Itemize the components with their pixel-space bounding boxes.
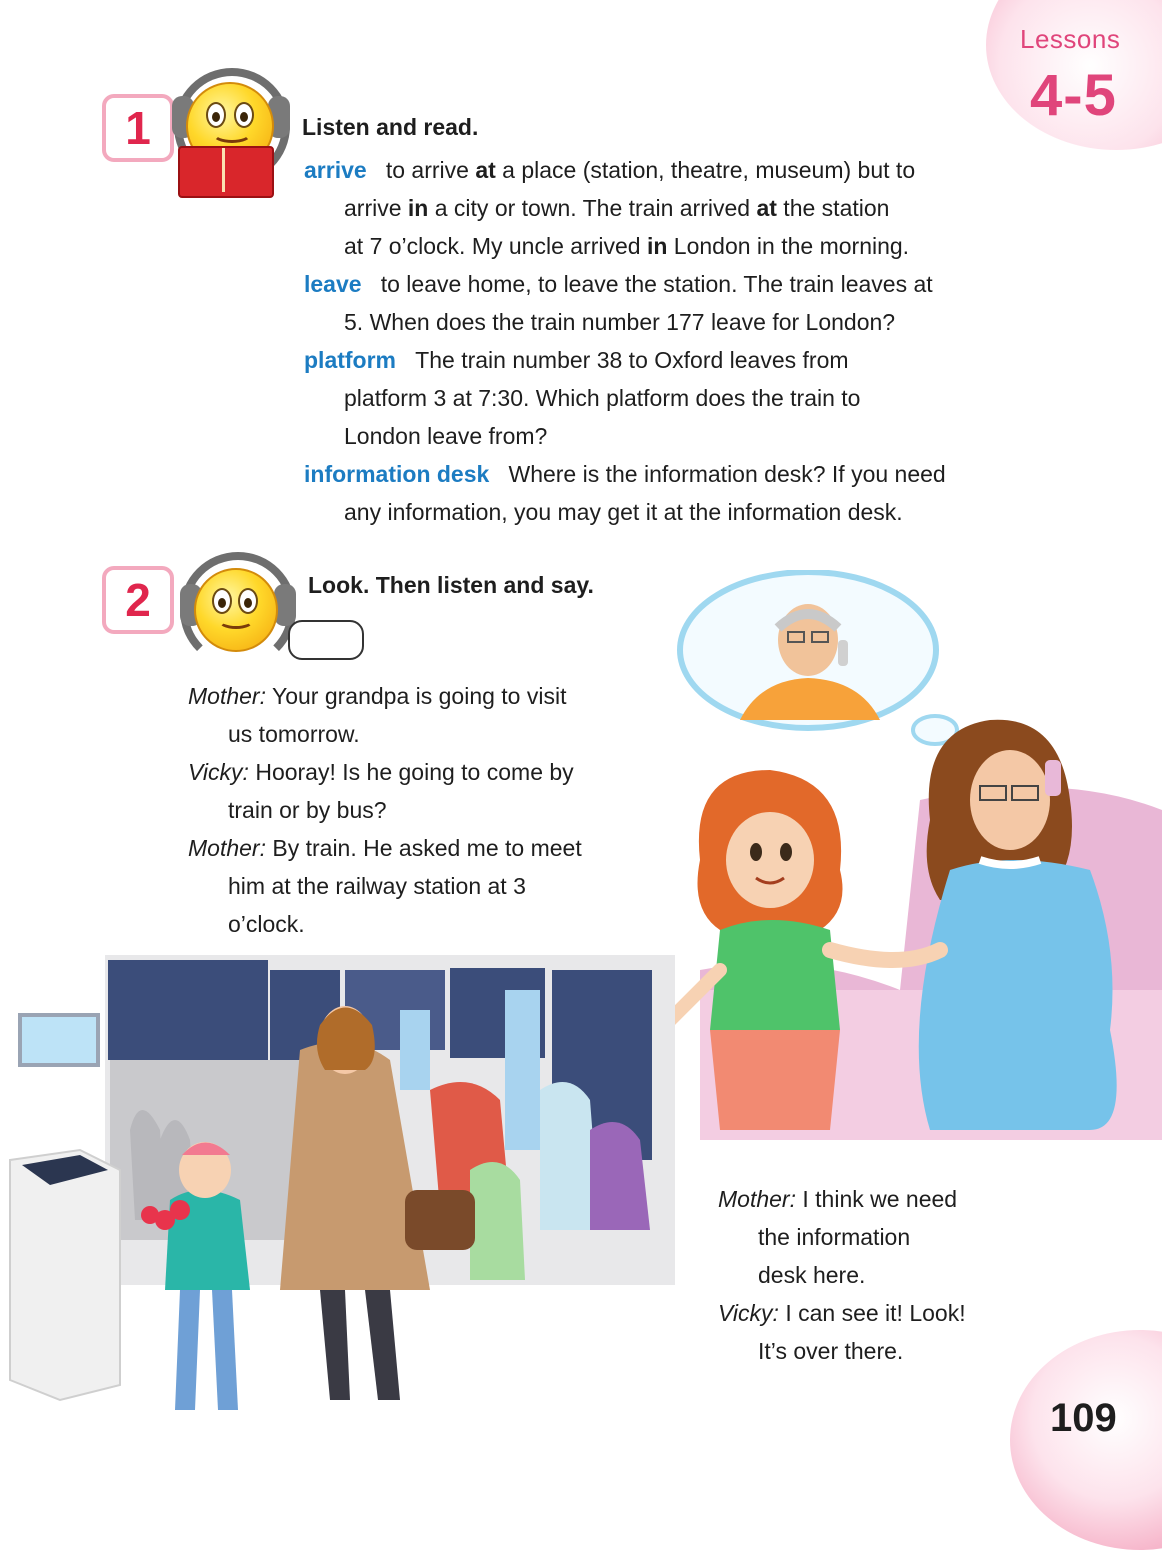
exercise-1-instruction: Listen and read. bbox=[302, 114, 479, 140]
dialogue-bottom bbox=[718, 1180, 966, 1370]
exercise-2-instruction: Look. Then listen and say. bbox=[308, 572, 594, 598]
exercise-2-number: 2 bbox=[102, 566, 174, 634]
mother-on-phone bbox=[919, 720, 1117, 1130]
vocab-entry-arrive: arrive to arrive at a place (station, theatre, museum) but to arrive in a city or town. The train arrived at the station at 7 o’clock. My uncle arrived in London in the morning. bbox=[304, 157, 916, 259]
page-number: 109 bbox=[1050, 1396, 1117, 1440]
lessons-range: 4-5 bbox=[1030, 63, 1117, 128]
vocab-term: arrive bbox=[304, 157, 367, 183]
dialogue-line-vicky-2: Vicky: I can see it! Look! It’s over there. bbox=[718, 1300, 966, 1364]
vocab-term: leave bbox=[304, 271, 362, 297]
vocab-entry-information-desk: information desk Where is the information desk? If you need any information, you may get it at the information desk. bbox=[304, 461, 946, 525]
dialogue-line-mother-3: Mother: I think we need the information desk here. bbox=[718, 1186, 958, 1288]
dialogue-line-mother-1: Mother: Your grandpa is going to visit us tomorrow. bbox=[188, 683, 567, 747]
thought-bubble-grandpa bbox=[680, 572, 957, 744]
dialogue-line-mother-2: Mother: By train. He asked me to meet him at the railway station at 3 o’clock. bbox=[188, 835, 582, 937]
dialogue-top bbox=[188, 677, 582, 943]
vocab-term: platform bbox=[304, 347, 396, 373]
vocab-entry-leave: leave to leave home, to leave the station. The train leaves at 5. When does the train number 177 leave for London? bbox=[304, 271, 933, 335]
vocab-term: information desk bbox=[304, 461, 490, 487]
dialogue-line-vicky-1: Vicky: Hooray! Is he going to come by train or by bus? bbox=[188, 759, 574, 823]
lessons-label: Lessons bbox=[1020, 24, 1121, 54]
exercise-1-number: 1 bbox=[102, 94, 174, 162]
vocabulary-list bbox=[304, 151, 1064, 531]
vocab-entry-platform: platform The train number 38 to Oxford leaves from platform 3 at 7:30. Which platform does the train to London leave from? bbox=[304, 347, 861, 449]
